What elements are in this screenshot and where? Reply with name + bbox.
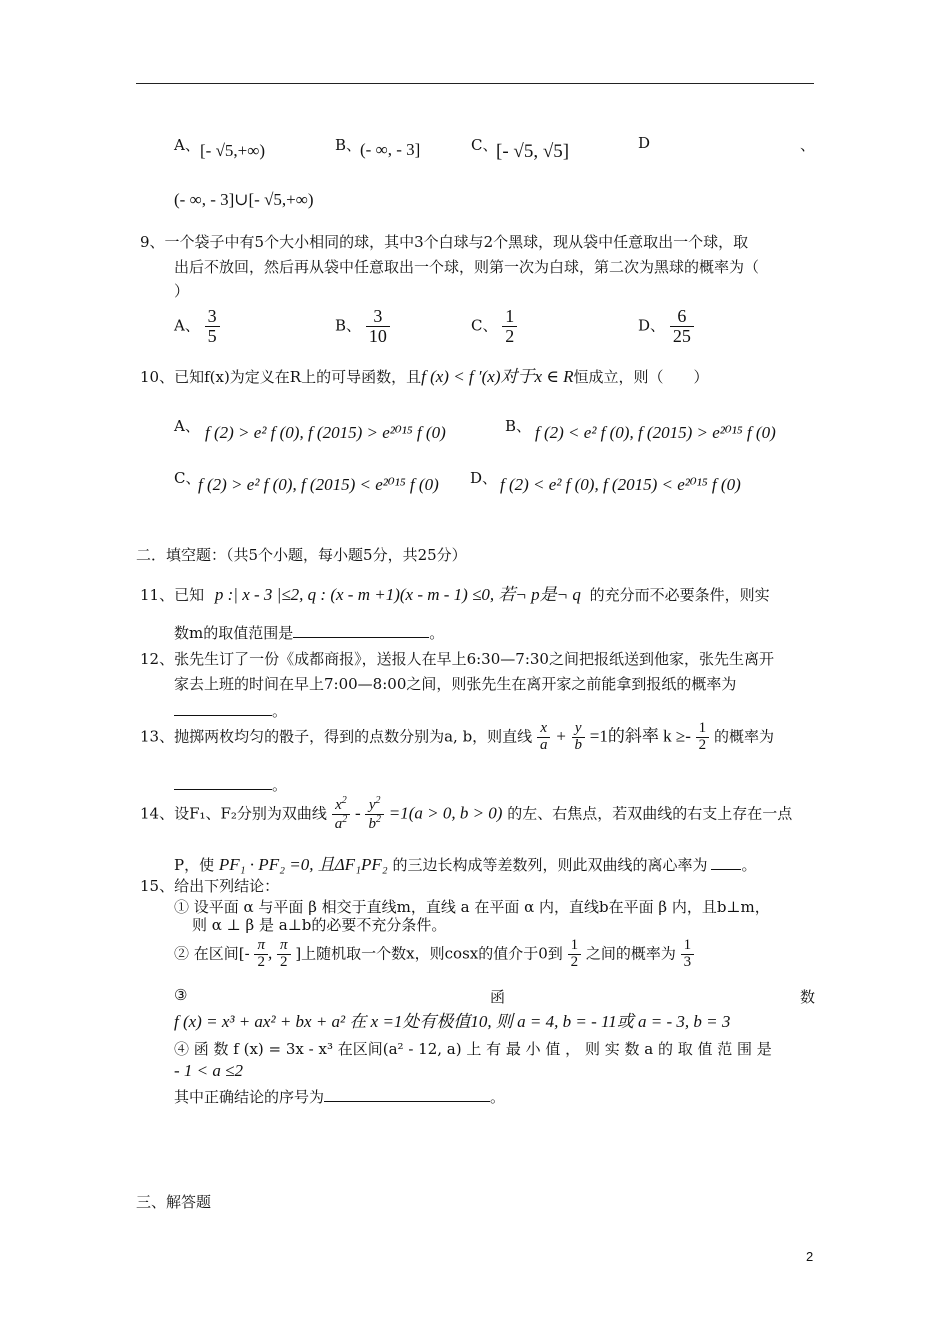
q15-claim-3-math: f (x) = x³ + ax² + bx + a² 在 x =1处有极值10, 则 a = 4, b = - 11或 a = - 3, b = 3: [174, 1012, 731, 1031]
q15-claim-3-number: ③: [174, 986, 188, 1004]
q8-option-d-label: D: [638, 134, 651, 152]
q8-option-a-math: [- √5,+∞): [200, 141, 266, 160]
q15-answer-blank[interactable]: [324, 1101, 490, 1102]
q11-line-1: [140, 580, 770, 605]
q14-post: 的左、右焦点，若双曲线的右支上存在一点: [507, 804, 793, 823]
q9-option-c-den: 2: [505, 325, 515, 346]
q10-option-d-label: D、: [470, 469, 498, 487]
q9-option-b-den: 10: [368, 325, 387, 346]
q8-option-a-label: A、: [174, 136, 200, 154]
q15-end: 。: [490, 1088, 506, 1106]
q11-answer-blank[interactable]: [293, 637, 429, 638]
q13-fraction-half: $\frac{1}{2}$: [696, 721, 710, 754]
q13-frac-y: y: [572, 721, 586, 738]
q15-claim-4-line-1: ④ 函 数 f (x) = 3x - x³ 在区间(a² - 12, a) 上 有 最 小 值 ， 则 实 数 a 的 取 值 范 围 是: [174, 1040, 772, 1058]
q14-fraction-y2-b2: $\frac{y^2}{b^2}$: [365, 796, 384, 833]
q9-line-2: 出后不放回，然后再从袋中任意取出一个球，则第一次为白球，第二次为黑球的概率为（: [174, 258, 760, 276]
q13-post: 的概率为: [713, 727, 774, 746]
q12-line-2: 家去上班的时间在早上7:00—8:00之间，则张先生在离开家之前能拿到报纸的概率为: [174, 675, 737, 693]
q9-option-a-label: A、: [174, 316, 200, 335]
q12-line-1: 12、张先生订了一份《成都商报》，送报人在早上6:30—7:30之间把报纸送到他家，张先生离开: [140, 650, 774, 668]
q15-claim-1-line-1: ① 设平面 α 与平面 β 相交于直线m，直线 a 在平面 α 内，直线b在平面 β 内，且b⊥m，: [174, 898, 770, 916]
q15-claim-3-word-1: 函: [490, 988, 506, 1006]
q9-option-b: [335, 307, 390, 346]
q13-frac-x: x: [537, 721, 551, 738]
page-number: 2: [806, 1249, 814, 1264]
section-2-heading: 二．填空题：（共5个小题，每小题5分，共25分）: [136, 546, 467, 564]
q15-claim-2-mid: ]上随机取一个数x，则cosx的值介于0到: [295, 944, 563, 963]
q15-claim-2-post: 之间的概率为: [585, 944, 676, 963]
q9-option-c-fraction: [502, 307, 517, 346]
q15-claim-2-pre: ② 在区间[-: [174, 944, 250, 963]
q9-option-b-num: 3: [366, 307, 390, 327]
q9-option-a: [174, 307, 220, 346]
q10-option-b-label: B、: [505, 417, 532, 435]
q10-option-a-math: f (2) > e² f (0), f (2015) > e²⁰¹⁵ f (0): [205, 423, 446, 442]
q11-post: 的充分而不必要条件，则实: [589, 586, 770, 604]
q13-fraction-x-a: [537, 721, 551, 754]
q13-pre: 13、抛掷两枚均匀的骰子，得到的点数分别为a, b，则直线: [140, 727, 533, 746]
q9-option-b-label: B、: [335, 316, 362, 335]
q8-option-c-label: C、: [471, 136, 498, 154]
q14-line-2: [174, 850, 756, 875]
q9-option-c: [471, 307, 517, 346]
q14-pre: 14、设F₁、F₂分别为双曲线: [140, 804, 327, 823]
q9-option-d-label: D、: [638, 316, 666, 335]
q15-claim-1-line-2: 则 α ⊥ β 是 a⊥b的必要不充分条件。: [192, 916, 447, 934]
q10-option-a-label: A、: [174, 417, 200, 435]
q9-option-d-den: 25: [672, 325, 691, 346]
q9-option-b-fraction: [366, 307, 390, 346]
q15-claim-2-frac-pi-2b: $\frac{\pi}{2}$: [277, 938, 291, 971]
q13-math-mid: =1的斜率 k ≥-: [589, 726, 691, 746]
q11-math: p :| x - 3 |≤2, q : (x - m +1)(x - m - 1) ≤0, 若¬ p是¬ q: [214, 585, 581, 604]
q11-end: 。: [429, 624, 445, 642]
q10-stem-math: f (x) < f ′(x)对于x ∈ R: [421, 367, 574, 386]
q9-option-c-num: 1: [502, 307, 517, 327]
q9-option-c-label: C、: [471, 316, 498, 335]
q15-final-line: [174, 1086, 505, 1107]
q9-option-d-num: 6: [670, 307, 694, 327]
q11-pre: 11、已知: [140, 586, 205, 604]
q10-option-b-math: f (2) < e² f (0), f (2015) > e²⁰¹⁵ f (0): [535, 423, 776, 442]
q10-option-d-math: f (2) < e² f (0), f (2015) < e²⁰¹⁵ f (0): [500, 475, 741, 494]
header-rule: [136, 83, 814, 84]
q13-frac-a: a: [539, 736, 548, 753]
q9-option-d-fraction: [670, 307, 694, 346]
q14-line-2-pre: P，使: [174, 856, 215, 874]
q14-answer-blank[interactable]: [711, 869, 741, 870]
q10-stem-pre: 10、已知f(x)为定义在R上的可导函数，且: [140, 368, 422, 386]
q9-line-1: 9、一个袋子中有5个大小相同的球，其中3个白球与2个黑球，现从袋中任意取出一个球，取: [140, 233, 749, 251]
q10-stem: [140, 362, 709, 387]
q11-line-2-text: 数m的取值范围是: [174, 624, 294, 642]
q13-line-2: [174, 774, 287, 795]
q15-title: 15、给出下列结论：: [140, 877, 280, 895]
q9-option-a-fraction: [205, 307, 220, 346]
q9-option-d: [638, 307, 694, 346]
q15-claim-2: ② 在区间[- $\frac{\pi}{2}$ , $\frac{\pi}{2}$ ]上随机取一个数x，则cosx的值介于0到 $\frac{1}{2}$ 之间的概率为 $\frac{1}{3}$: [174, 938, 694, 971]
q9-option-a-den: 5: [207, 325, 217, 346]
q15-claim-2-frac-half: $\frac{1}{2}$: [568, 938, 582, 971]
q15-claim-4-line-2: - 1 < a ≤2: [174, 1061, 243, 1080]
q10-option-c-label: C、: [174, 469, 201, 487]
q8-option-d-math: (- ∞, - 3]∪[- √5,+∞): [174, 190, 314, 209]
q12-answer-blank[interactable]: [174, 715, 272, 716]
q15-claim-2-frac-pi-2a: $\frac{\pi}{2}$: [254, 938, 268, 971]
q13-answer-blank[interactable]: [174, 789, 272, 790]
q10-stem-post: 恒成立，则（ ）: [573, 368, 709, 386]
q15-final-text: 其中正确结论的序号为: [174, 1088, 325, 1106]
q11-line-2: [174, 622, 444, 643]
q14-line-1: 14、设F₁、F₂分别为双曲线 $\frac{x^2}{a^2}$ - $\frac{y^2}{b^2}$ =1(a > 0, b > 0) 的左、右焦点，若双曲线的右支上存在一点: [140, 795, 793, 832]
q14-math-mid: =1(a > 0, b > 0): [388, 803, 503, 823]
q12-end: 。: [272, 702, 288, 720]
q15-claim-3-word-2: 数: [800, 988, 816, 1006]
q14-end: 。: [741, 856, 757, 874]
q8-option-b-math: (- ∞, - 3]: [360, 140, 421, 159]
section-3-heading: 三、解答题: [136, 1193, 212, 1211]
q10-option-c-math: f (2) > e² f (0), f (2015) < e²⁰¹⁵ f (0): [198, 475, 439, 494]
q13-line-1: 13、抛掷两枚均匀的骰子，得到的点数分别为a, b，则直线 $\frac{x}{a}$ + $\frac{y}{b}$ =1的斜率 k ≥- $\frac{1}{2}$ 的概率为: [140, 720, 774, 753]
q9-option-a-num: 3: [205, 307, 220, 327]
q15-claim-2-frac-third: $\frac{1}{3}$: [681, 938, 695, 971]
q8-option-c-math: [- √5, √5]: [496, 141, 570, 162]
q14-line-2-math: PF₁ · PF₂ =0, 且ΔF₁PF₂: [218, 855, 388, 874]
q8-option-b-label: B、: [335, 136, 362, 154]
q13-fraction-y-b: [572, 721, 586, 754]
q14-fraction-x2-a2: $\frac{x^2}{a^2}$: [332, 796, 351, 833]
q9-line-3: ）: [174, 282, 190, 300]
q13-end: 。: [272, 776, 288, 794]
q14-line-2-post: 的三边长构成等差数列，则此双曲线的离心率为: [392, 856, 708, 874]
q8-option-d-separator: 、: [800, 136, 816, 154]
q12-line-3: [174, 700, 287, 721]
q13-frac-b: b: [574, 736, 582, 753]
